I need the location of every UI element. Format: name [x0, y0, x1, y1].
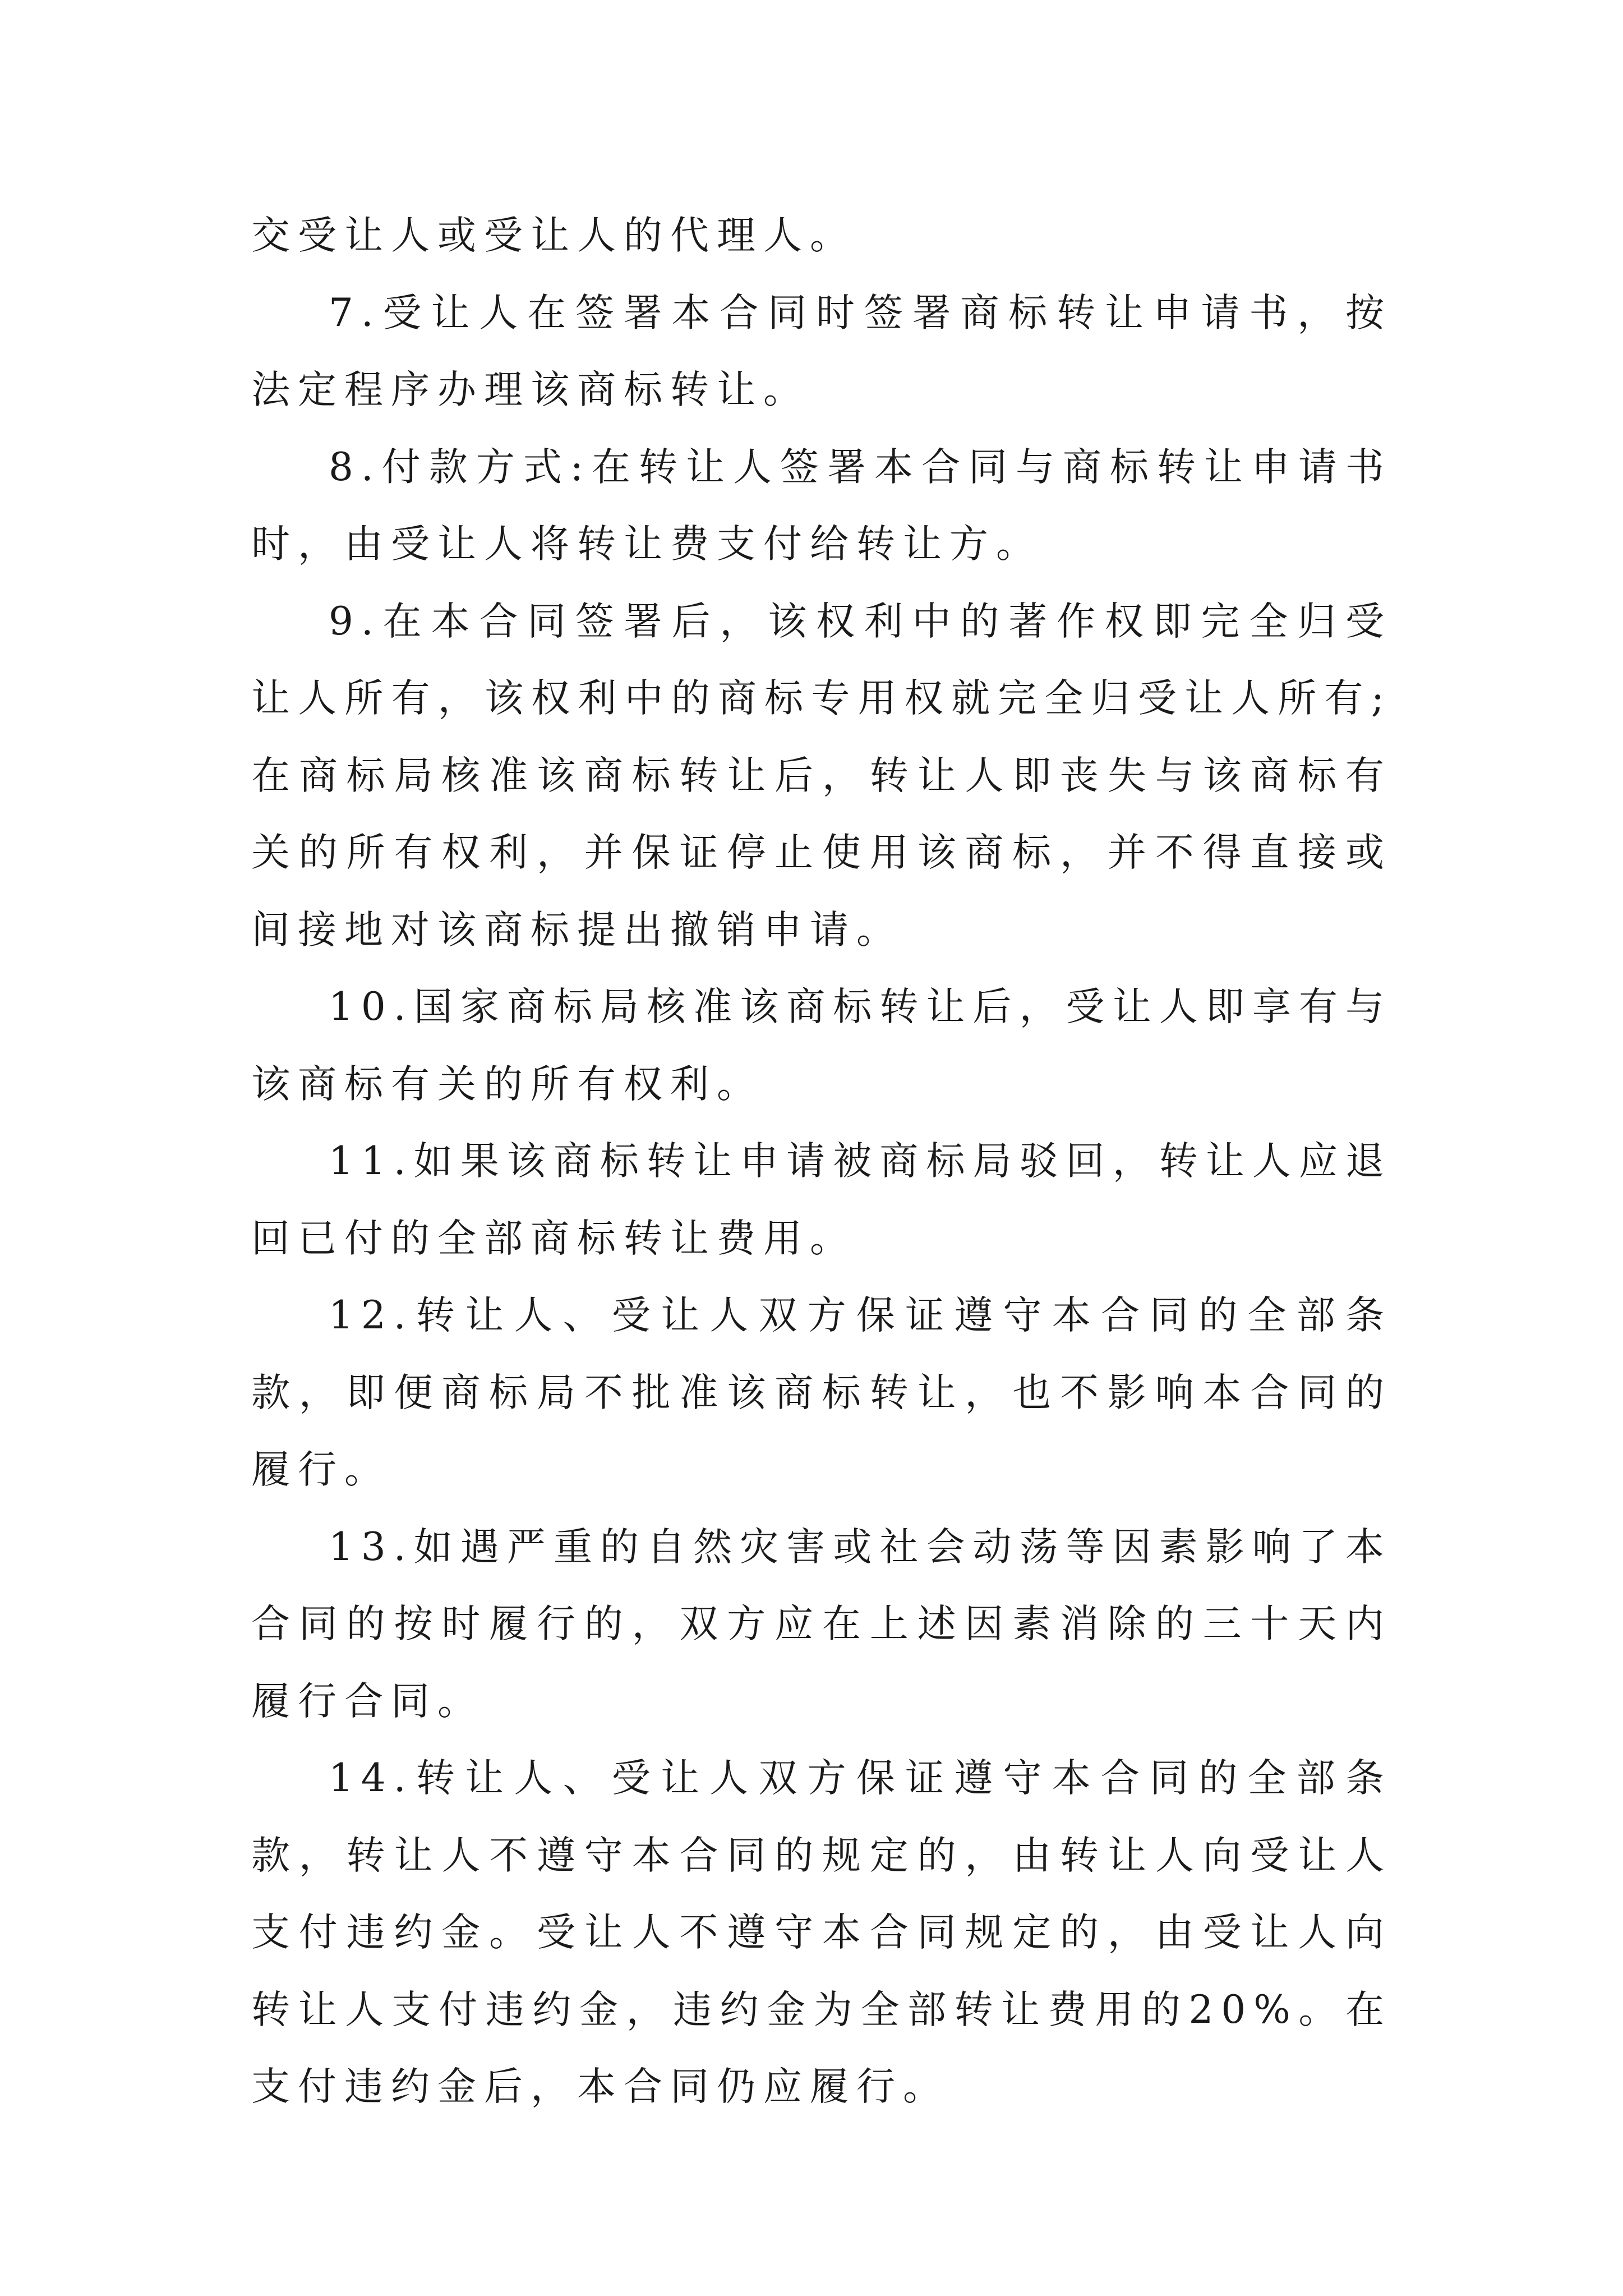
clause-7: 7.受让人在签署本合同时签署商标转让申请书，按法定程序办理该商标转让。	[251, 290, 1392, 412]
clause-14: 14.转让人、受让人双方保证遵守本合同的全部条款，转让人不遵守本合同的规定的，由转让人向受让人支付违约金。受让人不遵守本合同规定的，由受让人向转让人支付违约金，违约金为全部转让费用的20%。在支付违约金后，本合同仍应履行。	[251, 1756, 1392, 2109]
paragraph-continuation: 交受让人或受让人的代理人。	[251, 213, 856, 258]
clause-10: 10.国家商标局核准该商标转让后，受让人即享有与该商标有关的所有权利。	[251, 984, 1392, 1107]
clause-12: 12.转让人、受让人双方保证遵守本合同的全部条款，即便商标局不批准该商标转让，也不影响本合同的履行。	[251, 1293, 1392, 1492]
clause-13: 13.如遇严重的自然灾害或社会动荡等因素影响了本合同的按时履行的，双方应在上述因素消除的三十天内履行合同。	[251, 1524, 1392, 1724]
document-body	[251, 197, 1392, 2126]
clause-9: 9.在本合同签署后，该权利中的著作权即完全归受让人所有，该权利中的商标专用权就完全归受让人所有;在商标局核准该商标转让后，转让人即丧失与该商标有关的所有权利，并保证停止使用该商标，并不得直接或间接地对该商标提出撤销申请。	[251, 599, 1392, 953]
clause-8: 8.付款方式:在转让人签署本合同与商标转让申请书时，由受让人将转让费支付给转让方。	[251, 444, 1392, 567]
clause-11: 11.如果该商标转让申请被商标局驳回，转让人应退回已付的全部商标转让费用。	[251, 1139, 1392, 1261]
